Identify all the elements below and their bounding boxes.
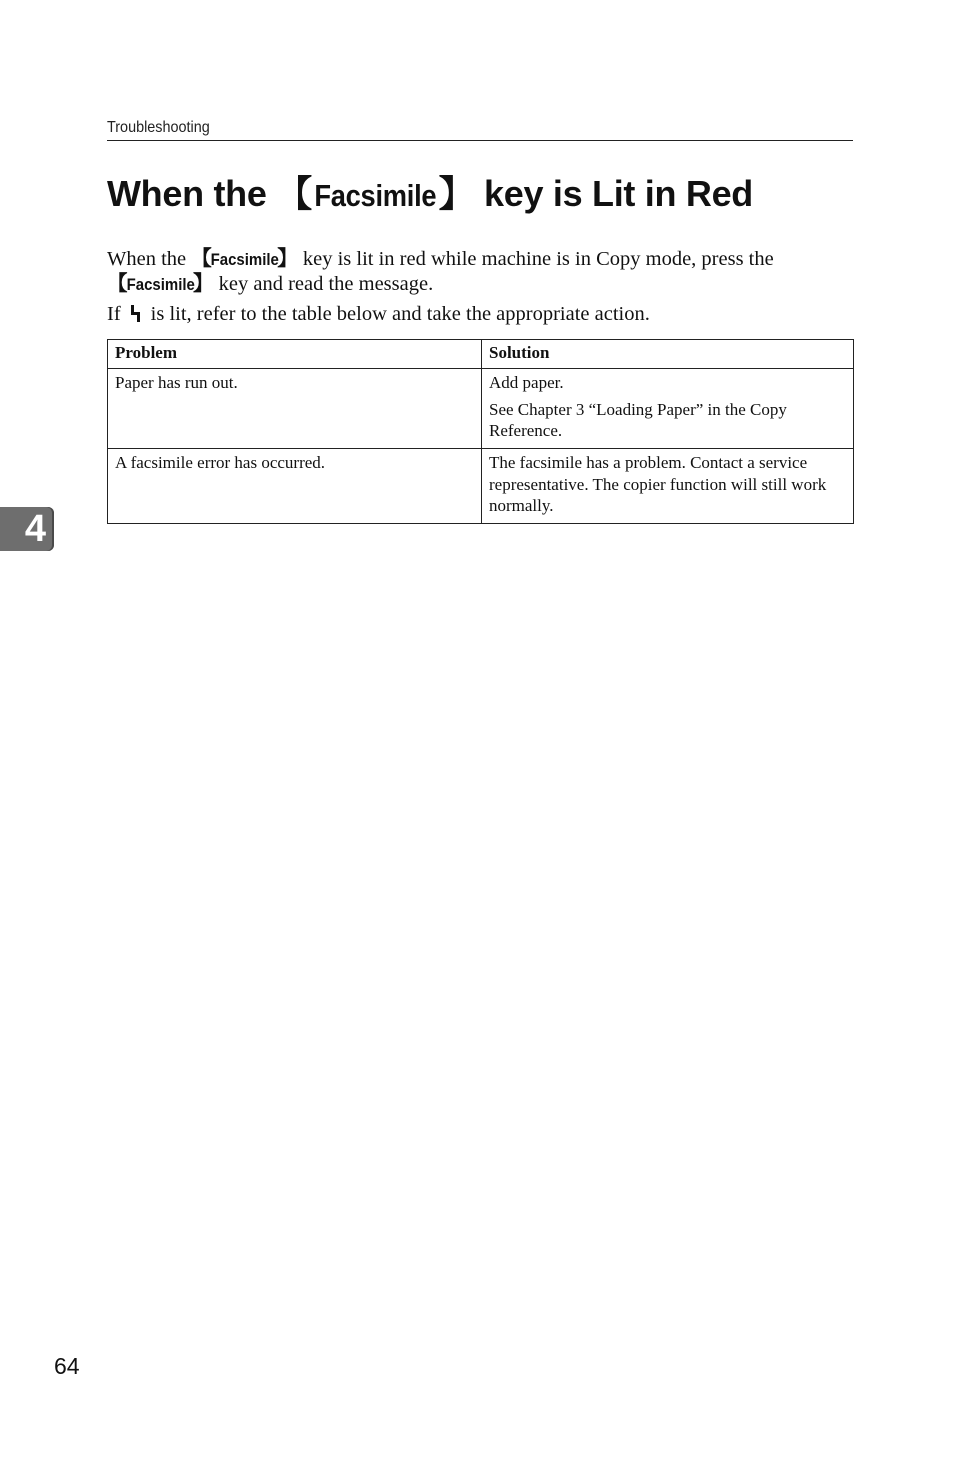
problem-cell: A facsimile error has occurred.	[108, 449, 482, 524]
page-title-after: key is Lit in Red	[474, 173, 753, 214]
key-close-bracket-2: 】	[193, 273, 214, 295]
troubleshooting-table	[107, 339, 854, 524]
solution-reference-text: See Chapter 3 “Loading Paper” in the Copy Reference.	[489, 399, 787, 440]
instruction-text-start: If	[107, 303, 121, 325]
chapter-number: 4	[24, 508, 46, 550]
solution-text: Add paper.	[489, 373, 564, 392]
page-title-before: When the	[107, 173, 277, 214]
intro-text-end: key and read the message.	[213, 273, 434, 295]
intro-paragraph	[107, 247, 857, 297]
facsimile-key-label: Facsimile	[210, 250, 279, 269]
title-open-bracket: 【	[276, 173, 312, 214]
column-header-problem: Problem	[108, 340, 482, 369]
intro-text-middle: key is lit in red while machine is in Copy mode, press the	[297, 248, 774, 270]
instruction-text-end: is lit, refer to the table below and take the appropriate action.	[150, 303, 650, 325]
key-close-bracket: 】	[277, 248, 298, 270]
column-header-solution: Solution	[482, 340, 854, 369]
solution-cell	[482, 449, 854, 524]
running-header	[107, 118, 853, 141]
instruction-paragraph	[107, 302, 857, 326]
running-header-title: Troubleshooting	[107, 119, 210, 136]
title-close-bracket: 】	[438, 173, 475, 214]
intro-text-start: When the	[107, 248, 192, 270]
page-title	[107, 166, 753, 217]
page-number: 64	[54, 1353, 80, 1379]
table-row	[108, 449, 854, 524]
chapter-tab	[0, 507, 54, 551]
key-open-bracket-2: 【	[107, 273, 128, 295]
table-row	[108, 369, 854, 449]
title-key-name: Facsimile	[314, 178, 437, 213]
key-open-bracket: 【	[191, 248, 212, 270]
problem-cell: Paper has run out.	[108, 369, 482, 449]
facsimile-key-label-2: Facsimile	[126, 275, 195, 294]
error-lamp-icon	[129, 304, 141, 322]
table-header-row	[108, 340, 854, 369]
solution-cell	[482, 369, 854, 449]
solution-text: The facsimile has a problem. Contact a service representative. The copier function will still work normally.	[489, 453, 827, 515]
